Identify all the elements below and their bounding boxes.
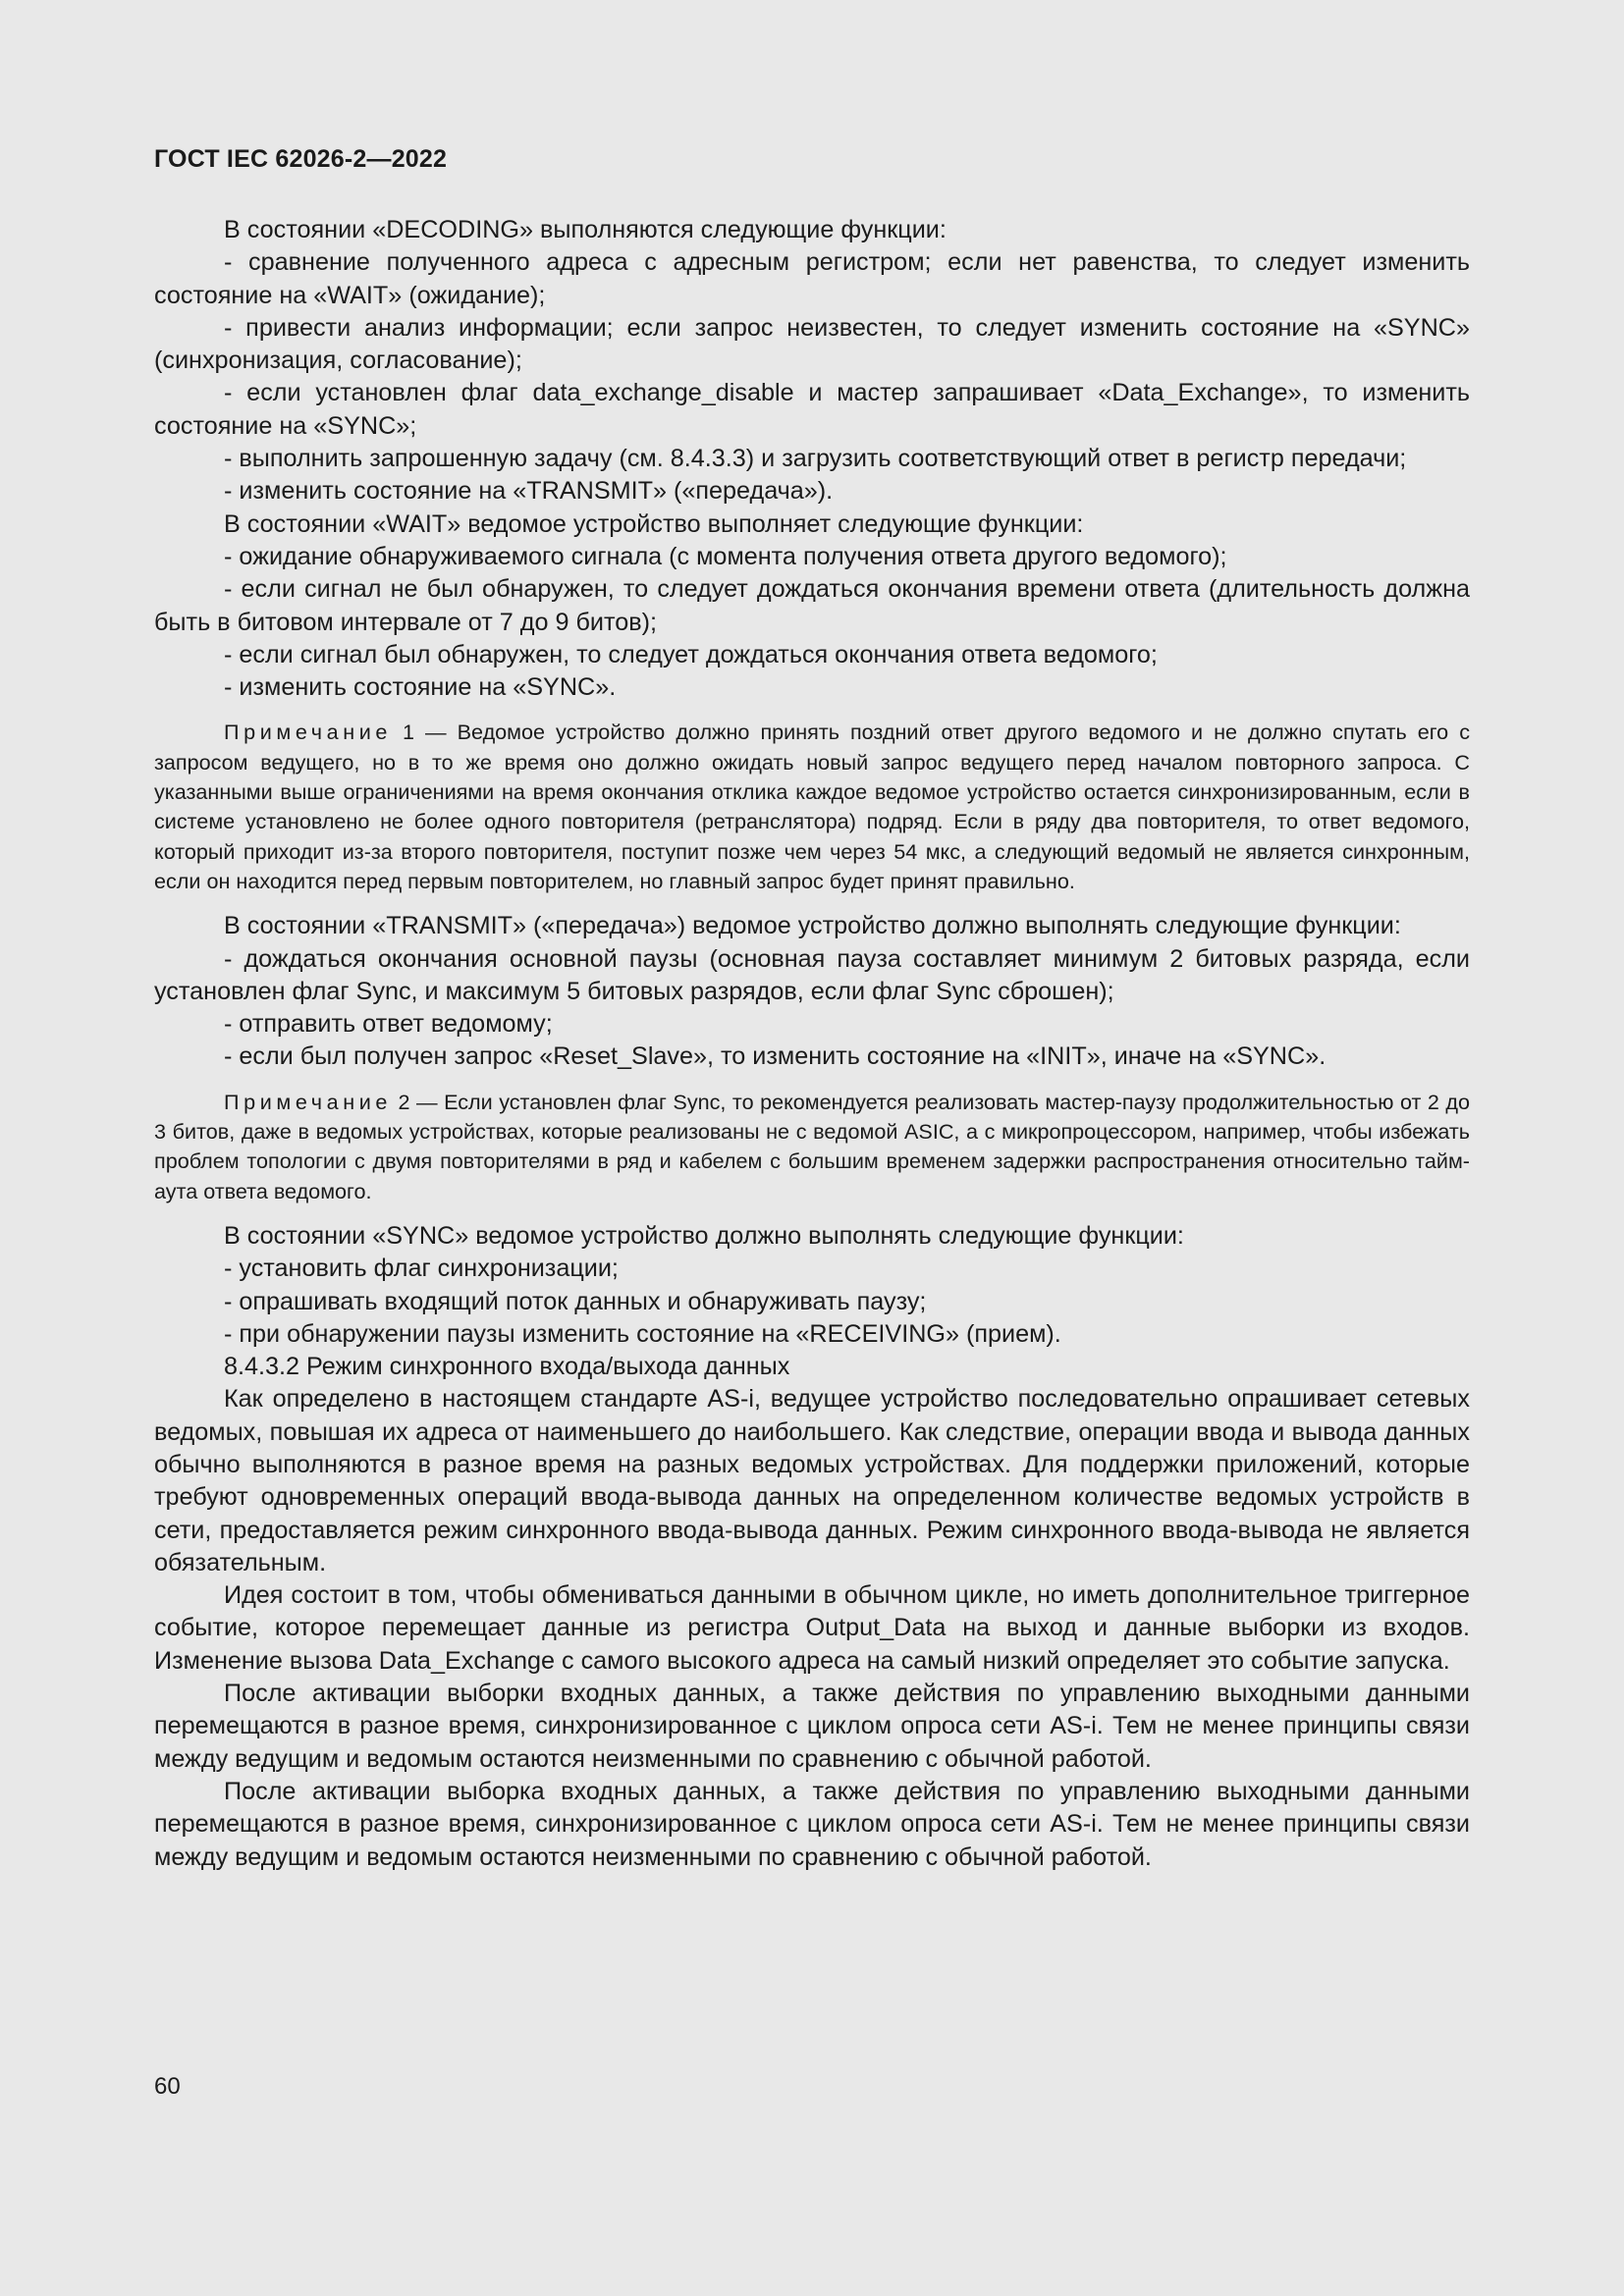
- section-heading: 8.4.3.2 Режим синхронного входа/выхода данных: [224, 1353, 790, 1381]
- note-text: 1 — Ведомое устройство должно принять поздний ответ другого ведомого и не должно спутать его с запросом ведущего, но в то же время оно должно ожидать новый запрос ведущего перед началом повторного запроса. С указанными выше ограничениями на время окончания отклика каждое ведомое устройство остается синхронизированным, если в системе установлено не более одного повторителя (ретранслятора) подряд. Если в ряду два повторителя, то ответ ведомого, который приходит из-за второго повторителя, поступит позже чем через 54 мкс, а следующий ведомый не является синхронным, если он находится перед первым повторителем, но главный запрос будет принят правильно.: [154, 720, 1470, 893]
- paragraph: - дождаться окончания основной паузы (основная пауза составляет минимум 2 битовых разряда, если установлен флаг Sync, и максимум 5 битовых разрядов, если флаг Sync сброшен);: [154, 944, 1470, 1005]
- paragraph: - если сигнал не был обнаружен, то следует дождаться окончания времени ответа (длительность должна быть в битовом интервале от 7 до 9 битов);: [154, 575, 1470, 636]
- page-number: 60: [154, 2073, 181, 2100]
- note-text: 2 — Если установлен флаг Sync, то рекомендуется реализовать мастер-паузу продолжительностью от 2 до 3 битов, даже в ведомых устройствах, которые реализованы не с ведомой ASIC, а с микропроцессором, например, чтобы избежать проблем топологии с двумя повторителями в ряд и кабелем с большим временем задержки распространения относительно тайм-аута ответа ведомого.: [154, 1089, 1470, 1203]
- document-page: [154, 145, 1470, 1874]
- note-2: [154, 1088, 1470, 1206]
- note-1: [154, 718, 1470, 896]
- paragraph: В состоянии «WAIT» ведомое устройство выполняет следующие функции:: [224, 509, 1084, 538]
- paragraph: - если установлен флаг data_exchange_disable и мастер запрашивает «Data_Exchange», то изменить состояние на «SYNC»;: [154, 379, 1470, 440]
- note-label: Примечание: [224, 1089, 392, 1114]
- note-label: Примечание: [224, 720, 392, 745]
- paragraph: - сравнение полученного адреса с адресным регистром; если нет равенства, то следует изменить состояние на «WAIT» (ожидание);: [154, 248, 1470, 309]
- paragraph: В состоянии «DECODING» выполняются следующие функции:: [224, 216, 947, 243]
- paragraph: После активации выборки входных данных, а также действия по управлению выходными данными перемещаются в разное время, синхронизированное с циклом опроса сети AS-i. Тем не менее принципы связи между ведущим и ведомым остаются неизменными по сравнению с обычной работой.: [154, 1680, 1470, 1773]
- paragraph: - ожидание обнаруживаемого сигнала (с момента получения ответа другого ведомого);: [224, 542, 1227, 570]
- paragraph: - если был получен запрос «Reset_Slave», то изменить состояние на «INIT», иначе на «SYNC».: [224, 1042, 1326, 1071]
- paragraph: После активации выборка входных данных, а также действия по управлению выходными данными перемещаются в разное время, синхронизированное с циклом опроса сети AS-i. Тем не менее принципы связи между ведущим и ведомым остаются неизменными по сравнению с обычной работой.: [154, 1777, 1470, 1871]
- paragraph: - отправить ответ ведомому;: [224, 1010, 553, 1039]
- paragraph: - выполнить запрошенную задачу (см. 8.4.3.3) и загрузить соответствующий ответ в регистр передачи;: [224, 445, 1407, 473]
- paragraph: В состоянии «SYNC» ведомое устройство должно выполнять следующие функции:: [224, 1221, 1184, 1250]
- document-code-header: ГОСТ IEC 62026-2—2022: [154, 145, 448, 173]
- paragraph: - изменить состояние на «TRANSMIT» («передача»).: [224, 477, 834, 506]
- paragraph: Как определено в настоящем стандарте AS-i, ведущее устройство последовательно опрашивает сетевых ведомых, повышая их адреса от наименьшего до наибольшего. Как следствие, операции ввода и вывода данных обычно выполняются в разное время на разных ведомых устройствах. Для поддержки приложений, которые требуют одновременных операций ввода-вывода данных на определенном количестве ведомых устройств в сети, предоставляется режим синхронного ввода-вывода данных. Режим синхронного ввода-вывода не является обязательным.: [154, 1385, 1470, 1576]
- paragraph: - изменить состояние на «SYNC».: [224, 673, 617, 702]
- paragraph: - при обнаружении паузы изменить состояние на «RECEIVING» (прием).: [224, 1319, 1061, 1348]
- paragraph: - привести анализ информации; если запрос неизвестен, то следует изменить состояние на «SYNC» (синхронизация, согласование);: [154, 313, 1470, 375]
- paragraph: Идея состоит в том, чтобы обмениваться данными в обычном цикле, но иметь дополнительное триггерное событие, которое перемещает данные из регистра Output_Data на выход и данные выборки из входов. Изменение вызова Data_Exchange с самого высокого адреса на самый низкий определяет это событие запуска.: [154, 1581, 1470, 1675]
- paragraph: - если сигнал был обнаружен, то следует дождаться окончания ответа ведомого;: [224, 640, 1158, 668]
- paragraph: - установить флаг синхронизации;: [224, 1255, 619, 1283]
- paragraph: В состоянии «TRANSMIT» («передача») ведомое устройство должно выполнять следующие функции:: [224, 912, 1401, 940]
- paragraph: - опрашивать входящий поток данных и обнаруживать паузу;: [224, 1287, 927, 1315]
